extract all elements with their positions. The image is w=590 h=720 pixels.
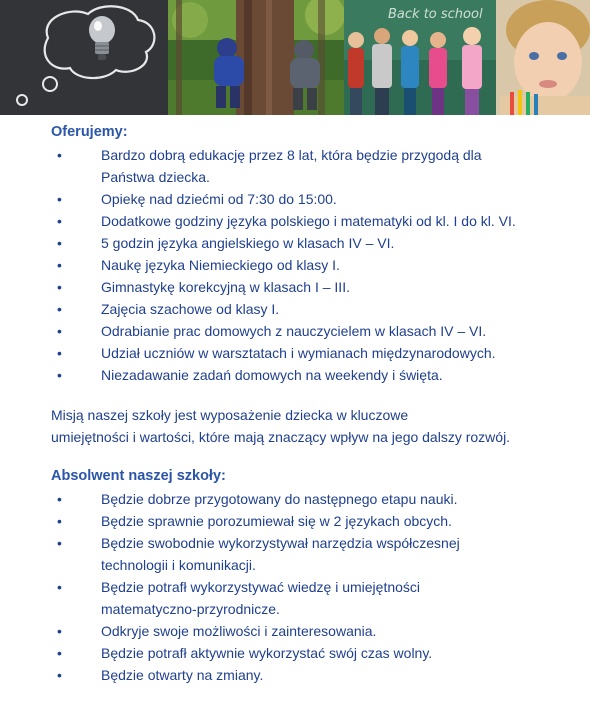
mission-line: Misją naszej szkoły jest wyposażenie dziecka w kluczowe <box>51 407 409 423</box>
bullet: • <box>57 279 62 295</box>
bullet: • <box>57 645 62 661</box>
list-item: • Gimnastykę korekcyjną w klasach I – III. <box>51 276 571 298</box>
list-item: • Odkryje swoje możliwości i zainteresowania. <box>51 620 571 642</box>
list-item: • Będzie potrafł aktywnie wykorzystać swój czas wolny. <box>51 642 571 664</box>
mission-line: umiejętności i wartości, które mają znaczący wpływ na jego dalszy rozwój. <box>51 429 511 445</box>
children-at-chalkboard-photo <box>344 0 496 115</box>
list-item: • Zajęcia szachowe od klasy I. <box>51 298 571 320</box>
list-item: • Dodatkowe godziny języka polskiego i matematyki od kl. I do kl. VI. <box>51 210 571 232</box>
main-content <box>51 122 571 686</box>
list-item: • Będzie sprawnie porozumiewał się w 2 językach obcych. <box>51 510 571 532</box>
bullet: • <box>57 491 62 507</box>
header-photo-banner <box>0 0 590 115</box>
bullet: • <box>57 235 62 251</box>
list-item: • Odrabianie prac domowych z nauczycielem w klasach IV – VI. <box>51 320 571 342</box>
bullet: • <box>57 367 62 383</box>
list-item-continuation: Państwa dziecka. <box>101 169 210 185</box>
bullet: • <box>57 623 62 639</box>
list-item: • Bardzo dobrą edukację przez 8 lat, która będzie przygodą dla <box>51 144 571 166</box>
list-item: • Udział uczniów w warsztatach i wymianach międzynarodowych. <box>51 342 571 364</box>
bullet: • <box>57 535 62 551</box>
children-hugging-tree-photo <box>168 0 345 115</box>
bullet: • <box>57 191 62 207</box>
bullet: • <box>57 301 62 317</box>
graduate-heading: Absolwent naszej szkoły: <box>51 468 226 484</box>
lightbulb-chalkboard-photo <box>0 0 168 115</box>
list-item: • Będzie dobrze przygotowany do następnego etapu nauki. <box>51 488 571 510</box>
bullet: • <box>57 579 62 595</box>
list-item: • Będzie potrafł wykorzystywać wiedzę i umiejętności <box>51 576 571 598</box>
bullet: • <box>57 257 62 273</box>
list-item: • Opiekę nad dziećmi od 7:30 do 15:00. <box>51 188 571 210</box>
bullet: • <box>57 147 62 163</box>
bullet: • <box>57 323 62 339</box>
graduate-list <box>51 488 571 686</box>
offer-section <box>51 122 571 386</box>
bullet: • <box>57 667 62 683</box>
list-item: • 5 godzin języka angielskiego w klasach IV – VI. <box>51 232 571 254</box>
list-item: • Niezadawanie zadań domowych na weekendy i święta. <box>51 364 571 386</box>
bullet: • <box>57 213 62 229</box>
list-item: • Naukę języka Niemieckiego od klasy I. <box>51 254 571 276</box>
chalkboard-text: Back to school <box>388 7 483 22</box>
offer-heading: Oferujemy: <box>51 124 128 140</box>
child-portrait-photo <box>496 0 590 115</box>
bullet: • <box>57 345 62 361</box>
mission-statement <box>51 404 571 448</box>
offer-list <box>51 144 571 386</box>
list-item: • Będzie swobodnie wykorzystywał narzędzia współczesnej <box>51 532 571 554</box>
graduate-section <box>51 466 571 686</box>
list-item: • Będzie otwarty na zmiany. <box>51 664 571 686</box>
list-item-continuation: technologii i komunikacji. <box>101 557 256 573</box>
bullet: • <box>57 513 62 529</box>
list-item-continuation: matematyczno-przyrodnicze. <box>101 601 280 617</box>
